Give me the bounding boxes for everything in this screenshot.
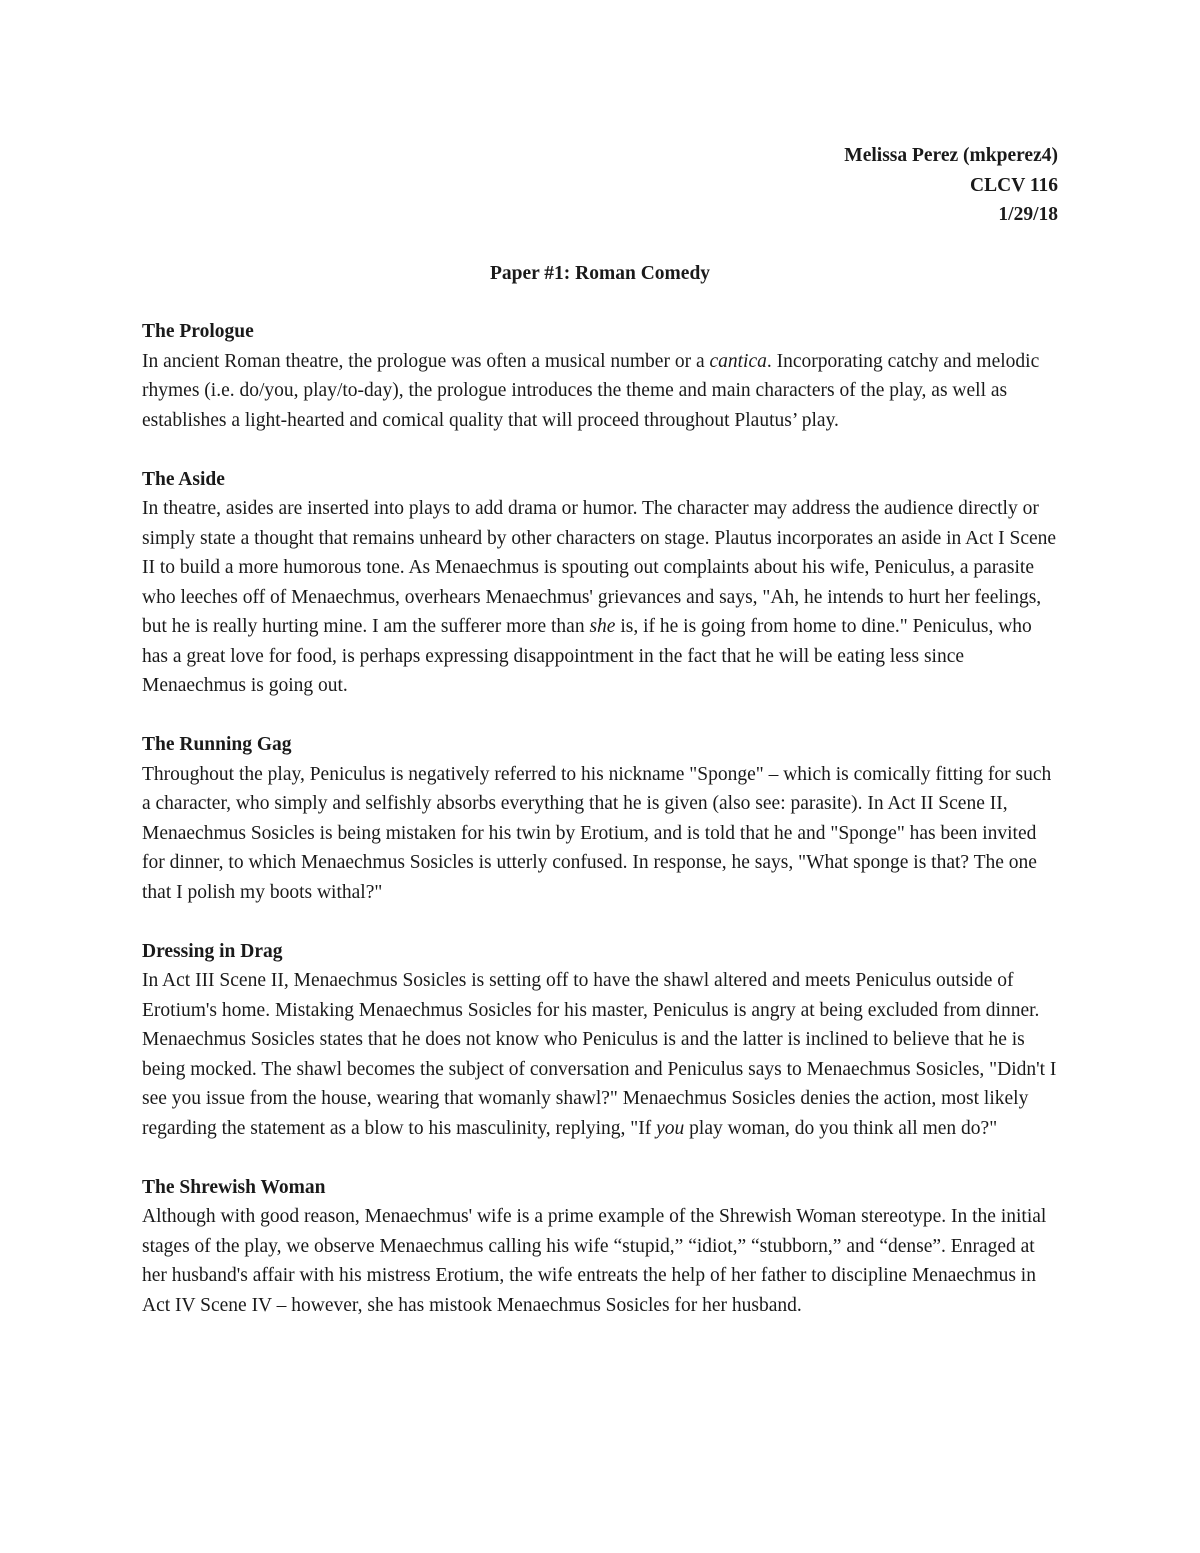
section-the-running-gag <box>142 730 1062 907</box>
italic-text-run: she <box>589 616 616 637</box>
section-heading: The Prologue <box>142 321 254 342</box>
section-heading: The Running Gag <box>142 734 292 755</box>
text-run: In ancient Roman theatre, the prologue was often a musical number or a <box>142 350 710 372</box>
author-header <box>844 141 1058 230</box>
italic-text-run: cantica <box>709 350 767 372</box>
section-the-shrewish-woman <box>142 1173 1062 1321</box>
text-run: In Act III Scene II, Menaechmus Sosicles is setting off to have the shawl altered and meets Peniculus outside of Erotium's home. Mistaking Menaechmus Sosicles for his master, Peniculus is angry at being excluded from dinner. Menaechmus Sosicles states that he does not know who Peniculus is and the latter is inclined to believe that he is being mocked. The shawl becomes the subject of conversation and Peniculus says to Menaechmus Sosicles, "Didn't I see you issue from the house, wearing that womanly shawl?" Menaechmus Sosicles denies the action, most likely regarding the statement as a blow to his masculinity, replying, "If <box>142 970 1057 1139</box>
text-run: play woman, do you think all men do?" <box>684 1117 998 1139</box>
section-dressing-in-drag <box>142 937 1062 1144</box>
section-paragraph <box>142 760 1062 908</box>
paper-title: Paper #1: Roman Comedy <box>489 263 711 284</box>
text-run: In theatre, asides are inserted into plays to add drama or humor. The character may address the audience directly or simply state a thought that remains unheard by other characters on stage. Plautus incorporates an aside in Act I Scene II to build a more humorous tone. As Menaechmus is spouting out complaints about his wife, Peniculus, a parasite who leeches off of Menaechmus, overhears Menaechmus' grievances and says, "Ah, he intends to hurt her feelings, but he is really hurting mine. I am the sufferer more than <box>142 498 1057 637</box>
italic-text-run: you <box>656 1117 685 1139</box>
text-run: . Incorporating catchy and melodic rhymes (i.e. do/you, play/to-day), the prologue introduces the theme and main characters of the play, as well as establishes a light-hearted and comical quality that will proceed throughout Plautus’ play. <box>142 350 1040 431</box>
section-heading: The Aside <box>142 468 225 490</box>
text-run: Throughout the play, Peniculus is negatively referred to his nickname "Sponge" – which is comically fitting for such a character, who simply and selfishly absorbs everything that he is given (also see: parasite). In Act II Scene II, Menaechmus Sosicles is being mistaken for his twin by Erotium, and is told that he and "Sponge" has been invited for dinner, to which Menaechmus Sosicles is utterly confused. In response, he says, "What sponge is that? The one that I polish my boots withal?" <box>142 763 1052 903</box>
section-paragraph <box>142 347 1062 436</box>
text-run: is, if he is going from home to dine." Peniculus, who has a great love for food, is perhaps expressing disappointment in the fact that he will be eating less since Menaechmus is going out. <box>142 616 1032 696</box>
author-name: Melissa Perez (mkperez4) <box>844 145 1058 166</box>
paper-body <box>142 317 1062 1350</box>
section-heading: Dressing in Drag <box>142 940 283 962</box>
section-paragraph <box>142 494 1062 701</box>
section-the-aside <box>142 465 1062 701</box>
section-paragraph <box>142 1202 1062 1320</box>
section-the-prologue <box>142 317 1062 435</box>
section-paragraph <box>142 966 1062 1143</box>
paper-date: 1/29/18 <box>998 204 1058 225</box>
section-heading: The Shrewish Woman <box>142 1176 326 1198</box>
text-run: Although with good reason, Menaechmus' wife is a prime example of the Shrewish Woman stereotype. In the initial stages of the play, we observe Menaechmus calling his wife “stupid,” “idiot,” “stubborn,” and “dense”. Enraged at her husband's affair with his mistress Erotium, the wife entreats the help of her father to discipline Menaechmus in Act IV Scene IV – however, she has mistook Menaechmus Sosicles for her husband. <box>142 1206 1047 1316</box>
course-code: CLCV 116 <box>970 174 1058 196</box>
